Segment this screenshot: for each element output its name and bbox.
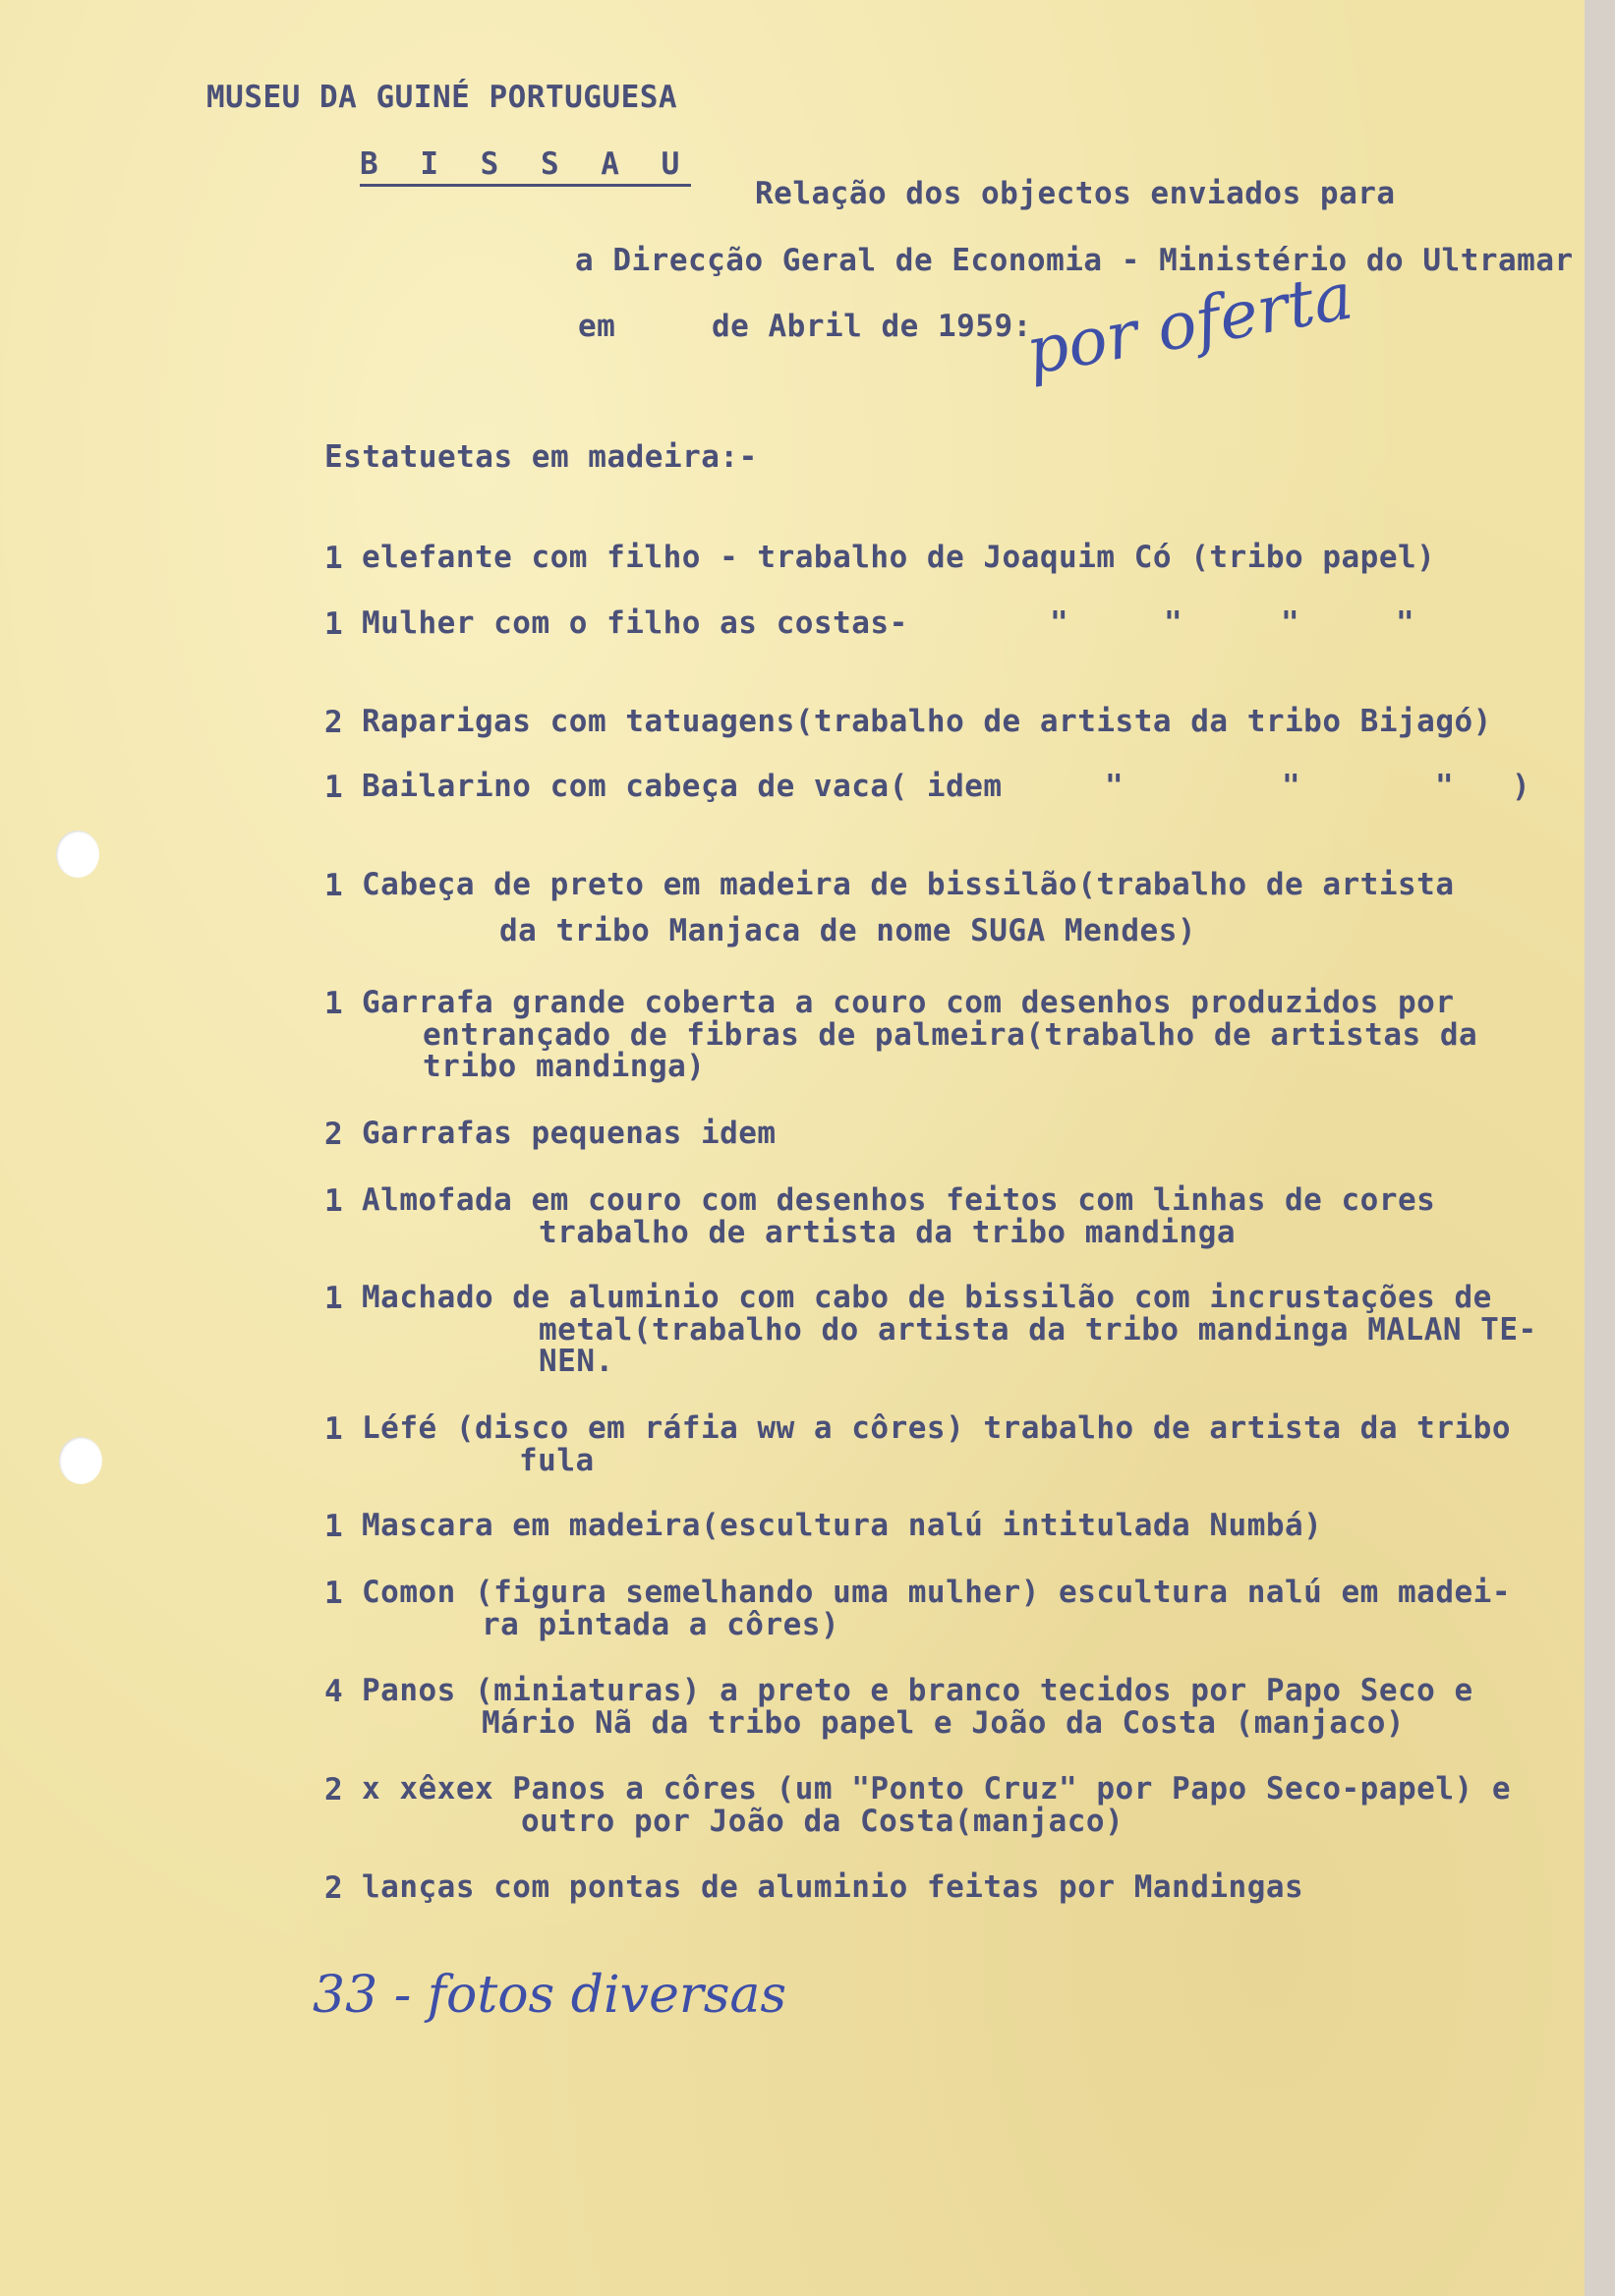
item-5-line-2: da tribo Manjaca de nome SUGA Mendes) xyxy=(499,913,1197,948)
item-6-line-2: entrançado de fibras de palmeira(trabalho de artistas da xyxy=(423,1017,1478,1053)
museum-name: MUSEU DA GUINÉ PORTUGUESA xyxy=(206,80,678,115)
item-9-line-3: NEN. xyxy=(539,1344,614,1379)
item-8-quantity: 1 xyxy=(324,1183,343,1219)
item-4-close-paren: ) xyxy=(1512,769,1531,804)
date-text: de Abril de 1959: xyxy=(712,309,1032,344)
item-14-quantity: 2 xyxy=(324,1772,343,1808)
item-13-line-2: Mário Nã da tribo papel e João da Costa (manjaco) xyxy=(482,1705,1406,1741)
item-8-line-2: trabalho de artista da tribo mandinga xyxy=(539,1215,1237,1250)
item-3-line-1: Raparigas com tatuagens(trabalho de artista da tribo Bijagó) xyxy=(362,704,1492,739)
item-6-line-1: Garrafa grande coberta a couro com desenhos produzidos por xyxy=(362,985,1455,1020)
punch-hole-bottom xyxy=(59,1437,102,1484)
item-2-line-1: Mulher com o filho as costas- xyxy=(362,605,908,641)
date-prefix: em xyxy=(578,309,616,344)
item-11-line-1: Mascara em madeira(escultura nalú intitulada Numbá) xyxy=(362,1508,1323,1543)
item-14-line-1: x xêxex Panos a côres (um "Ponto Cruz" por Papo Seco-papel) e xyxy=(362,1771,1511,1807)
item-4-ditto-2: " xyxy=(1282,769,1301,804)
item-15-line-1: lanças com pontas de aluminio feitas por Mandingas xyxy=(362,1869,1304,1905)
item-2-ditto-3: " xyxy=(1281,605,1300,641)
item-12-line-1: Comon (figura semelhando uma mulher) escultura nalú em madei- xyxy=(362,1575,1511,1610)
item-10-line-2: fula xyxy=(519,1443,595,1478)
item-10-quantity: 1 xyxy=(324,1411,343,1447)
item-7-line-1: Garrafas pequenas idem xyxy=(362,1116,777,1151)
city-name: B I S S A U xyxy=(360,146,691,187)
punch-hole-top xyxy=(56,831,99,878)
title-line-2: a Direcção Geral de Economia - Ministério do Ultramar xyxy=(575,243,1574,278)
item-10-line-1: Léfé (disco em ráfia ww a côres) trabalho de artista da tribo xyxy=(362,1410,1511,1446)
item-9-line-1: Machado de aluminio com cabo de bissilão com incrustações de xyxy=(362,1280,1492,1315)
item-8-line-1: Almofada em couro com desenhos feitos com linhas de cores xyxy=(362,1182,1436,1218)
item-5-line-1: Cabeça de preto em madeira de bissilão(trabalho de artista xyxy=(362,867,1455,902)
item-4-quantity: 1 xyxy=(324,770,343,805)
item-2-ditto-2: " xyxy=(1164,605,1183,641)
item-1-line-1: elefante com filho - trabalho de Joaquim Có (tribo papel) xyxy=(362,540,1436,575)
item-3-quantity: 2 xyxy=(324,705,343,740)
item-1-quantity: 1 xyxy=(324,541,343,576)
item-2-quantity: 1 xyxy=(324,606,343,642)
item-4-ditto-3: " xyxy=(1435,769,1455,804)
item-6-quantity: 1 xyxy=(324,986,343,1021)
item-12-quantity: 1 xyxy=(324,1576,343,1611)
item-13-quantity: 4 xyxy=(324,1674,343,1709)
scan-background-edge xyxy=(1585,0,1615,2296)
item-4-line-1: Bailarino com cabeça de vaca( idem xyxy=(362,769,1003,804)
item-5-quantity: 1 xyxy=(324,868,343,903)
item-4-ditto-1: " xyxy=(1105,769,1125,804)
handwritten-annotation: por oferta xyxy=(1020,258,1358,390)
item-12-line-2: ra pintada a côres) xyxy=(482,1607,840,1642)
item-11-quantity: 1 xyxy=(324,1509,343,1544)
item-2-ditto-1: " xyxy=(1050,605,1069,641)
item-7-quantity: 2 xyxy=(324,1117,343,1152)
item-9-line-2: metal(trabalho do artista da tribo mandinga MALAN TE- xyxy=(539,1312,1537,1348)
item-9-quantity: 1 xyxy=(324,1281,343,1316)
handwritten-footer-note: 33 - fotos diversas xyxy=(313,1966,787,2025)
title-line-1: Relação dos objectos enviados para xyxy=(755,176,1396,211)
section-heading: Estatuetas em madeira:- xyxy=(324,439,758,475)
item-15-quantity: 2 xyxy=(324,1870,343,1906)
item-13-line-1: Panos (miniaturas) a preto e branco tecidos por Papo Seco e xyxy=(362,1673,1473,1708)
item-14-line-2: outro por João da Costa(manjaco) xyxy=(521,1804,1125,1839)
item-2-ditto-4: " xyxy=(1396,605,1415,641)
item-6-line-3: tribo mandinga) xyxy=(423,1049,706,1084)
